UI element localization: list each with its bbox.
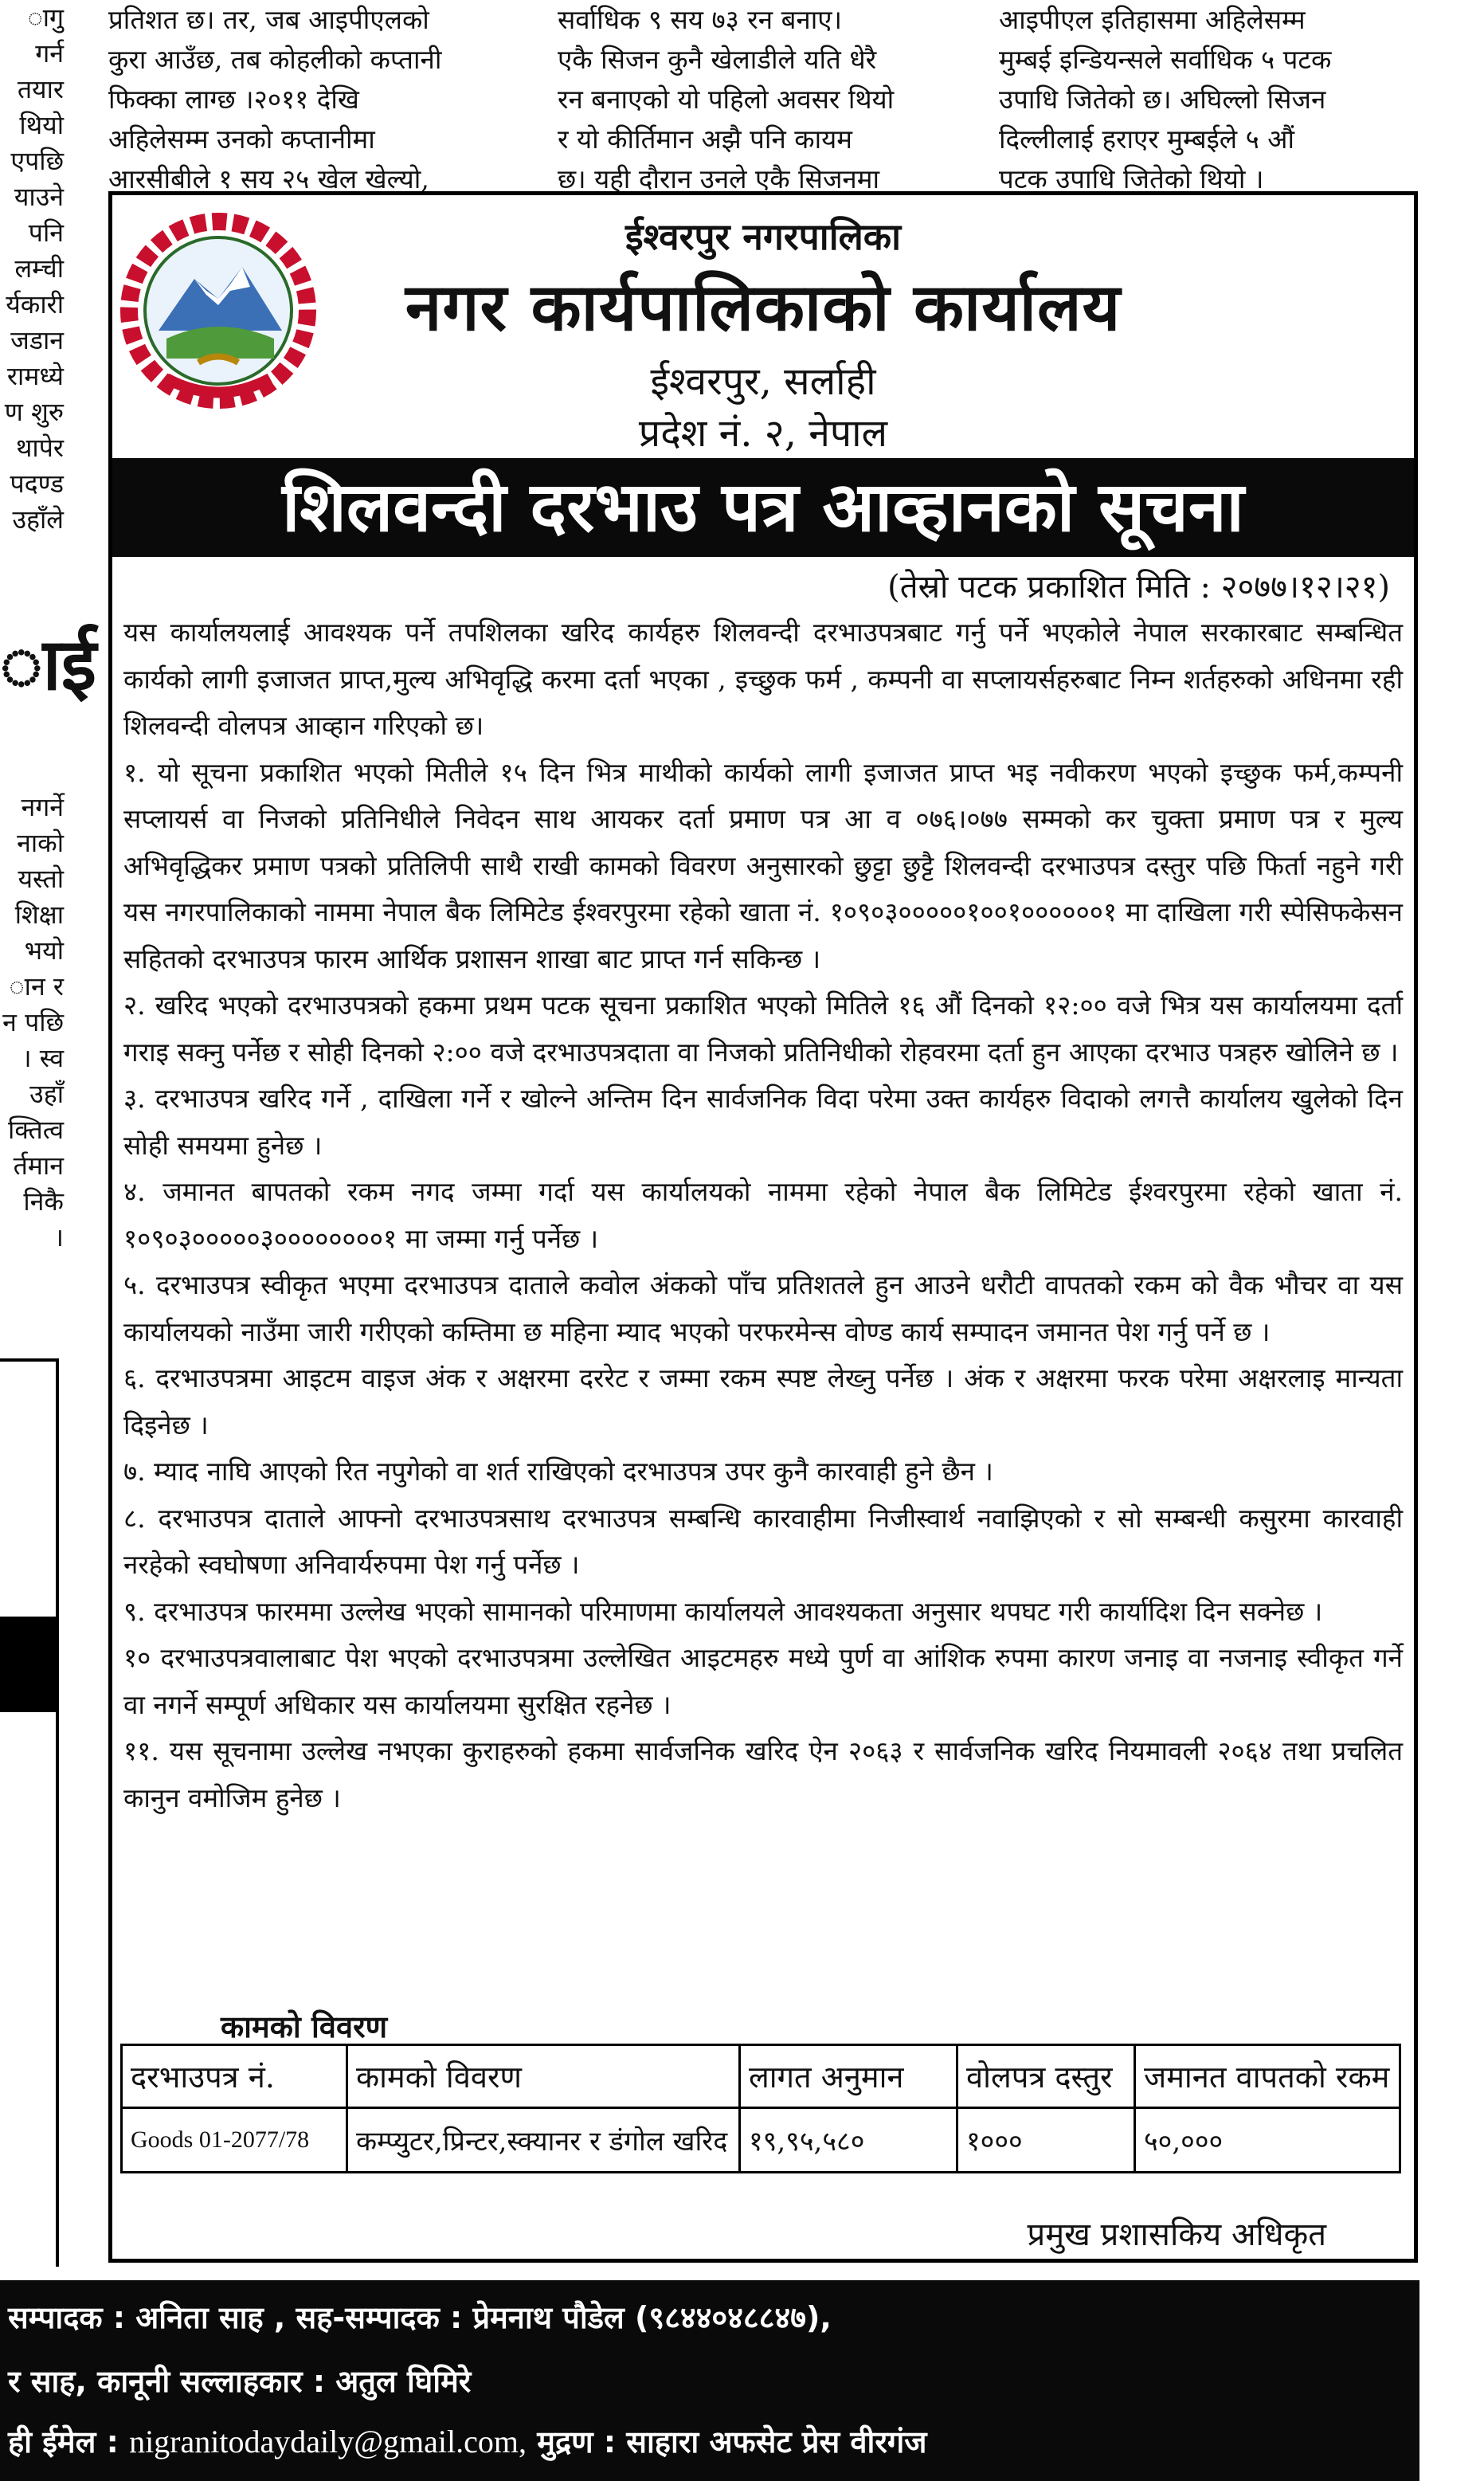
condition-9: ९. दरभाउपत्र फारममा उल्लेख भएको सामानको परिमाणमा कार्यालयले आवश्यकता अनुसार थपघट गरी कार्यादिश दिन सक्नेछ । (123, 1595, 1323, 1627)
condition-11: ११. यस सूचनामा उल्लेख नभएका कुराहरुको हकमा सार्वजनिक खरिद ऐन २०६३ र सार्वजनिक खरिद नियमावली २०६४ तथा प्रचलित कानुन वमोजिम हुनेछ । (123, 1735, 1403, 1813)
condition-1: १. यो सूचना प्रकाशित भएको मितीले १५ दिन भित्र माथीको कार्यको लागी इजाजत प्राप्त भइ नवीकरण भएको इच्छुक फर्म,कम्पनी सप्लायर्स वा निजको प्रतिनिधीले निवेदन साथ आयकर दर्ता प्रमाण पत्र आ व ०७६।०७७ सम्मको कर चुक्ता प्रमाण पत्र र मुल्य अभिवृद्धिकर प्रमाण पत्रको प्रतिलिपी साथै राखी कामको विवरण अनुसारको छुट्टा छुट्टै शिलवन्दी दरभाउपत्र दस्तुर पछि फिर्ता नहुने गरी यस नगरपालिकाको नाममा नेपाल बैक लिमिटेड ईश्वरपुरमा रहेको खाता नं. १०९०३०००००१००१००००००१ मा दाखिला गरी स्पेसिफकेसन सहितको दरभाउपत्र फारम आर्थिक प्रशासन शाखा बाट प्राप्त गर्न सकिन्छ । (123, 756, 1403, 974)
cell-tender-fee: १००० (957, 2108, 1135, 2173)
condition-8: ८. दरभाउपत्र दाताले आफ्नो दरभाउपत्रसाथ दरभाउपत्र सम्बन्धि कारवाहीमा निजीस्वार्थ नवाझिएको र सो सम्बन्धी कसुरमा कारवाही नरहेको स्वघोषणा अनिवार्यरुपमा पेश गर्नु पर्नेछ । (123, 1502, 1403, 1580)
office-location: ईश्वरपुर, सर्लाही (650, 359, 876, 404)
condition-3: ३. दरभाउपत्र खरिद गर्ने , दाखिला गर्ने र खोल्ने अन्तिम दिन सार्वजनिक विदा परेमा उक्त कार्यहरु विदाको लगत्तै कार्यालय खुलेको दिन सोही समयमा हुनेछ । (123, 1083, 1403, 1161)
works-table (120, 2044, 1401, 2173)
table-row (122, 2108, 1400, 2173)
condition-10: १० दरभाउपत्रवालाबाट पेश भएको दरभाउपत्रमा उल्लेखित आइटमहरु मध्ये पुर्ण वा आंशिक रुपमा कारण जनाइ वा नजनाइ स्वीकृत गर्ने वा नगर्ने सम्पूर्ण अधिकार यस कार्यालयमा सुरक्षित रहनेछ । (123, 1642, 1403, 1720)
left-column-fragment-2: नगर्ने नाको यस्तो शिक्षा भयो ान र न पछि । स्व उहाँ क्तित्व र्तमान निकै । (2, 792, 64, 1252)
condition-4: ४. जमानत बापतको रकम नगद जम्मा गर्दा यस कार्यालयको नाममा रहेको नेपाल बैक लिमिटेड ईश्वरपुरमा रहेको खाता नं. १०९०३०००००३००००००००१ मा जम्मा गर्नु पर्नेछ । (123, 1176, 1403, 1254)
publication-date-note: (तेस्रो पटक प्रकाशित मिति : २०७७।१२।२१) (887, 569, 1390, 606)
footer-email[interactable]: nigranitodaydaily@gmail.com, (129, 2424, 527, 2459)
left-column-fragment: ागु गर्न तयार थियो एपछि याउने पनि लम्ची र्यकारी जडान रामध्ये ण शुरु थापेर पदण्ड उहाँले (4, 2, 64, 535)
condition-6: ६. दरभाउपत्रमा आइटम वाइज अंक र अक्षरमा दररेट र जम्मा रकम स्पष्ट लेख्नु पर्नेछ । अंक र अक्षरमा फरक परेमा अक्षरलाइ मान्यता दिइनेछ । (123, 1362, 1403, 1440)
top-article-column-3: आइपीएल इतिहासमा अहिलेसम्म मुम्बई इन्डियन्सले सर्वाधिक ५ पटक उपाधि जितेको छ। अघिल्लो सिजन दिल्लीलाई हराएर मुम्बईले ५ औं पटक उपाधि जितेको थियो । (999, 4, 1332, 194)
header-cost-estimate: लागत अनुमान (740, 2045, 957, 2108)
cell-work-description: कम्प्युटर,प्रिन्टर,स्क्यानर र डंगोल खरिद (347, 2108, 740, 2173)
condition-5: ५. दरभाउपत्र स्वीकृत भएमा दरभाउपत्र दाताले कवोल अंकको पाँच प्रतिशतले हुन आउने धरौटी वापतको रकम को वैक भौचर वा यस कार्यालयको नाउँमा जारी गरीएको कम्तिमा छ महिना म्याद भएको परफरमेन्स वोण्ड कार्य सम्पादन जमानत पेश गर्नु पर्ने छ । (123, 1269, 1403, 1347)
office-province: प्रदेश नं. २, नेपाल (638, 411, 888, 456)
left-black-block (0, 1617, 56, 1712)
tender-notice (108, 191, 1418, 2263)
condition-7: ७. म्याद नाघि आएको रित नपुगेको वा शर्त राखिएको दरभाउपत्र उपर कुनै कारवाही हुने छैन । (123, 1456, 993, 1487)
office-name: नगर कार्यपालिकाको कार्यालय (405, 270, 1122, 346)
notice-body (123, 609, 1403, 1821)
top-article-column-2: सर्वाधिक ९ सय ७३ रन बनाए। एकै सिजन कुनै खेलाडीले यति धेरै रन बनाएको यो पहिलो अवसर थियो र यो कीर्तिमान अझै पनि कायम छ। यही दौरान उनले एकै सिजनमा (558, 4, 895, 194)
footer-legal-advisor: र साह, कानूनी सल्लाहकार : अतुल घिमिरे (8, 2364, 472, 2399)
header-work-description: कामको विवरण (347, 2045, 740, 2108)
condition-2: २. खरिद भएको दरभाउपत्रको हकमा प्रथम पटक सूचना प्रकाशित भएको मितिले १६ औं दिनको १२:०० वजे भित्र यस कार्यालयमा दर्ता गराइ सक्नु पर्नेछ र सोही दिनको २:०० वजे दरभाउपत्रदाता वा निजको प्रतिनिधीको रोहवरमा दर्ता हुन आएका दरभाउ पत्रहरु खोलिने छ । (123, 990, 1403, 1068)
footer-editors: सम्पादक : अनिता साह , सह-सम्पादक : प्रेमनाथ पौडेल (९८४४०४८८४७), (8, 2300, 832, 2335)
works-table-title: कामको विवरण (221, 2009, 388, 2044)
header-tender-fee: वोलपत्र दस्तुर (957, 2045, 1135, 2108)
signatory-title: प्रमुख प्रशासकिय अधिकृत (1027, 2216, 1326, 2253)
left-column-heading-fragment: ाई (0, 623, 96, 707)
footer-email-label: ही ईमेल : (8, 2424, 119, 2459)
works-table-header (122, 2045, 1400, 2108)
header-tender-no: दरभाउपत्र नं. (122, 2045, 347, 2108)
footer-contact (8, 2420, 927, 2462)
left-column-box (0, 1358, 59, 2267)
cell-security-amount: ५०,००० (1135, 2108, 1400, 2173)
header-security-amount: जमानत वापतको रकम (1135, 2045, 1400, 2108)
top-article-column-1: प्रतिशत छ। तर, जब आइपीएलको कुरा आउँछ, तब कोहलीको कप्तानी फिक्का लाग्छ ।२०११ देखि अहिलेसम्म उनको कप्तानीमा आरसीबीले १ सय २५ खेल खेल्यो, (108, 4, 442, 194)
footer-printer: मुद्रण : साहारा अफसेट प्रेस वीरगंज (537, 2424, 927, 2459)
cell-cost-estimate: १९,९५,५८० (740, 2108, 957, 2173)
municipality-name: ईश्वरपुर नगरपालिका (625, 215, 902, 258)
notice-intro: यस कार्यालयलाई आवश्यक पर्ने तपशिलका खरिद कार्यहरु शिलवन्दी दरभाउपत्रबाट गर्नु पर्ने भएकोले नेपाल सरकारबाट सम्बन्धित कार्यको लागी इजाजत प्राप्त,मुल्य अभिवृद्धि करमा दर्ता भएका , इच्छुक फर्म , कम्पनी वा सप्लायर्सहरुबाट निम्न शर्तहरुको अधिनमा रही शिलवन्दी वोलपत्र आव्हान गरिएको छ। (123, 617, 1403, 741)
notice-title-banner: शिलवन्दी दरभाउ पत्र आव्हानको सूचना (112, 458, 1414, 557)
cell-tender-no: Goods 01-2077/78 (122, 2108, 347, 2173)
newspaper-footer (0, 2280, 1419, 2481)
letterhead (112, 211, 1414, 458)
